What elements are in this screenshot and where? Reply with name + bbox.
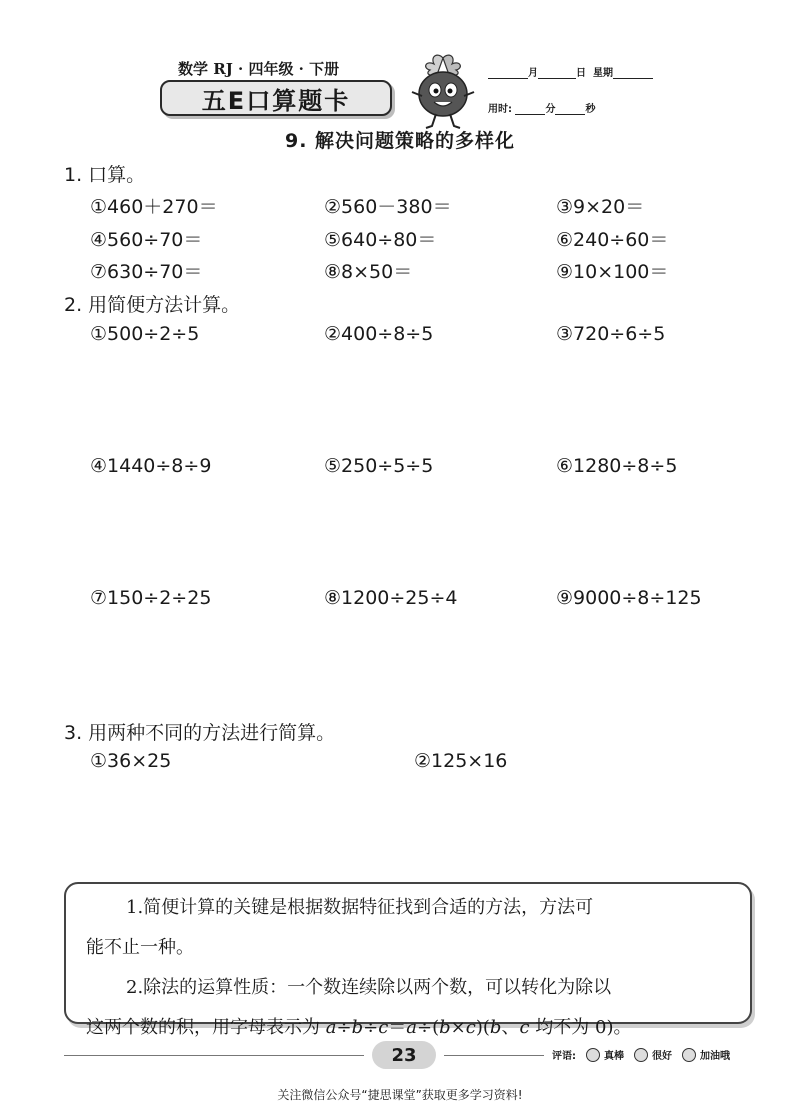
tip-line-3: 2.除法的运算性质：一个数连续除以两个数，可以转化为除以 (126, 977, 612, 998)
q2-problem: ⑧1200÷25÷4 (324, 587, 458, 609)
q2-problem: ①500÷2÷5 (90, 323, 200, 345)
q1-problem: ⑦630÷70＝ (90, 261, 203, 283)
tip-line-1: 1.简便计算的关键是根据数据特征找到合适的方法，方法可 (126, 897, 594, 918)
smile-face-icon (634, 1048, 648, 1062)
q2-problem: ④1440÷8÷9 (90, 455, 212, 477)
evaluation-row: 评语: 真棒 很好 加油哦 (552, 1047, 730, 1062)
q3-problem: ②125×16 (414, 750, 508, 772)
header-subject: 数学 RJ · 四年级 · 下册 (178, 60, 340, 78)
mascot-icon (408, 52, 478, 130)
q1-problem: ⑥240÷60＝ (556, 229, 669, 251)
encourage-face-icon (682, 1048, 696, 1062)
tip-line-2: 能不止一种。 (86, 937, 194, 958)
q2-problem: ③720÷6÷5 (556, 323, 666, 345)
smile-face-icon (586, 1048, 600, 1062)
eval-label: 评语: (552, 1051, 576, 1062)
q2-problem: ②400÷8÷5 (324, 323, 434, 345)
footer-rule-right (444, 1055, 544, 1056)
footer-note: 关注微信公众号“捷思课堂”获取更多学习资料! (277, 1088, 523, 1102)
page-number: 23 (372, 1041, 436, 1069)
time-line: 用时: 分 秒 (488, 104, 596, 115)
q1-problem: ③9×20＝ (556, 196, 645, 218)
date-line: 月 日 星期 (488, 64, 653, 79)
q1-problem: ④560÷70＝ (90, 229, 203, 251)
tip-line-4: 这两个数的积，用字母表示为 a÷b÷c＝a÷(b×c)(b、c 均不为 0)。 (86, 1017, 632, 1038)
q1-problem: ②560－380＝ (324, 196, 452, 218)
tips-box (64, 882, 752, 1038)
header-banner: 五E口算题卡 (160, 80, 392, 116)
q2-problem: ⑦150÷2÷25 (90, 587, 212, 609)
q1-problem: ⑨10×100＝ (556, 261, 669, 283)
q2-title: 2. 用简便方法计算。 (64, 294, 241, 316)
q1-problem: ⑧8×50＝ (324, 261, 413, 283)
q1-problem: ⑤640÷80＝ (324, 229, 437, 251)
q3-title: 3. 用两种不同的方法进行简算。 (64, 722, 336, 744)
footer-rule-left (64, 1055, 364, 1056)
q2-problem: ⑥1280÷8÷5 (556, 455, 678, 477)
q2-problem: ⑤250÷5÷5 (324, 455, 434, 477)
q2-problem: ⑨9000÷8÷125 (556, 587, 702, 609)
q3-problem: ①36×25 (90, 750, 172, 772)
q1-title: 1. 口算。 (64, 164, 146, 186)
q1-problem: ①460＋270＝ (90, 196, 218, 218)
lesson-title: 9. 解决问题策略的多样化 (284, 130, 516, 152)
